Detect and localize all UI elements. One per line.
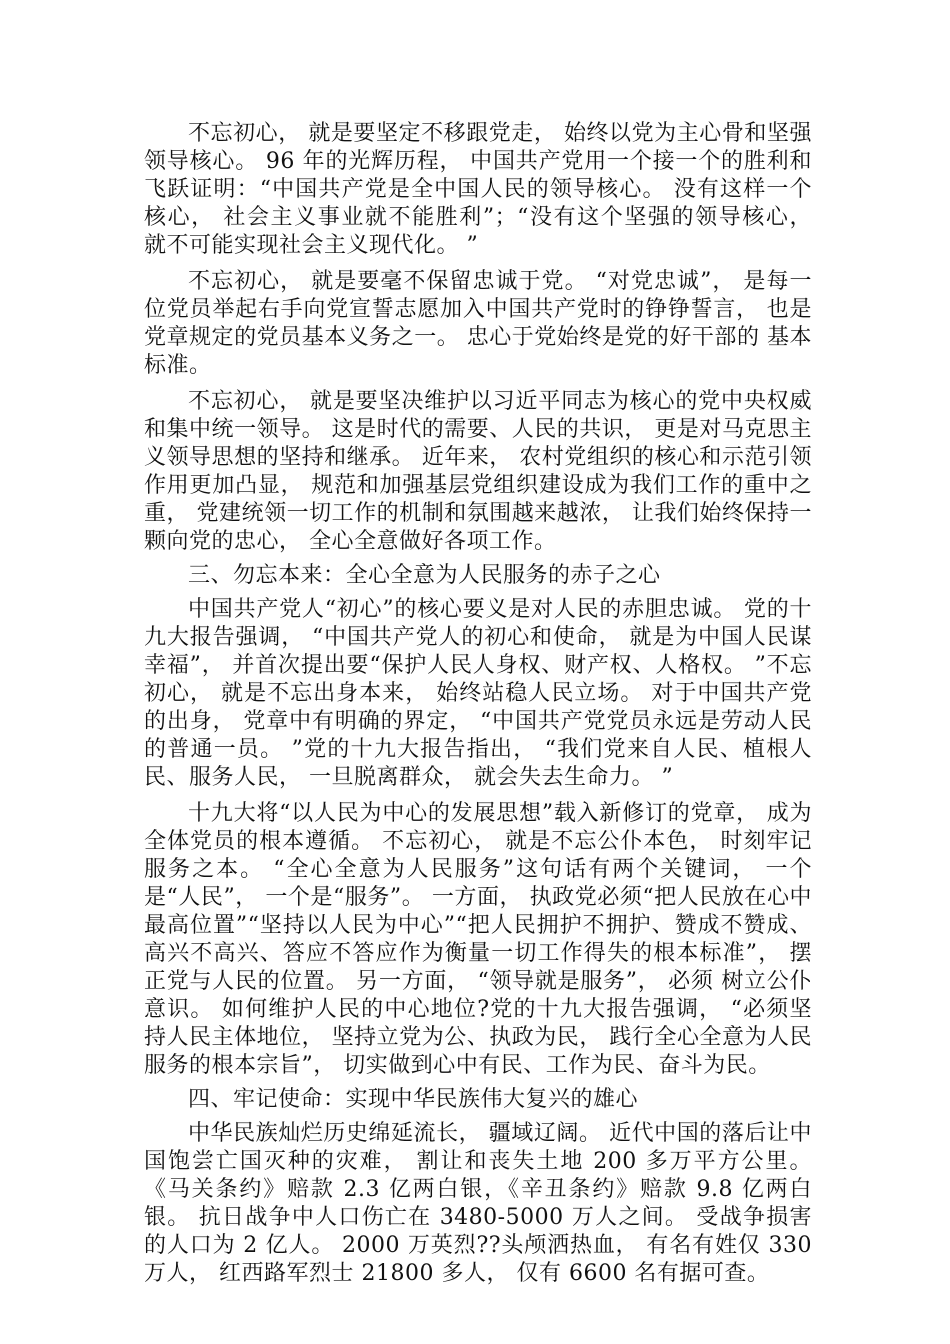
document-page [144,120,812,1288]
paragraph-national-history: 中华民族灿烂历史绵延流长， 疆域辽阔。 近代中国的落后让中国饱尝亡国灭种的灾难， 割让和丧失土地 200 多万平方公里。 《马关条约》赔款 2.3 亿两白银，《辛丑条约》赔款 9.8 亿两白银。 抗日战争中人口伤亡在 3480-5000 万人之间。 受战争损害的人口为 2 亿人。 2000 万英烈??头颅洒热血， 有名有姓仅 330 万人， 红西路军烈士 21800 多人， 仅有 6600 名有据可查。 [144,1121,812,1286]
paragraph-loyalty-to-party: 不忘初心， 就是要毫不保留忠诚于党。 “对党忠诚”， 是每一位党员举起右手向党宣誓志愿加入中国共产党时的铮铮誓言， 也是党章规定的党员基本义务之一。 忠心于党始终是党的好干部的 基本标准。 [144,269,812,378]
section-heading-four: 四、牢记使命：实现中华民族伟大复兴的雄心 [188,1087,639,1112]
paragraph-people-centered: 十九大将“以人民为中心的发展思想”载入新修订的党章， 成为全体党员的根本遵循。 不忘初心， 就是不忘公仆本色， 时刻牢记服务之本。 “全心全意为人民服务”这句话有两个关键词， 一个是“人民”， 一个是“服务”。 一方面， 执政党必须“把人民放在心中最高位置”“坚持以人民为中心”“把人民拥护不拥护、赞成不赞成、高兴不高兴、答应不答应作为衡量一切工作得失的根本标准”， 摆正党与人民的位置。 另一方面， “领导就是服务”， 必须 树立公仆意识。 如何维护人民的中心地位?党的十九大报告强调， “必须坚持人民主体地位， 坚持立党为公、执政为民， 践行全心全意为人民服务的根本宗旨”， 切实做到心中有民、工作为民、奋斗为民。 [144,801,812,1078]
paragraph-loyal-core: 不忘初心， 就是要坚定不移跟党走， 始终以党为主心骨和坚强领导核心。 96 年的光辉历程， 中国共产党用一个接一个的胜利和飞跃证明：“中国共产党是全中国人民的领导核心。 没有这样一个核心， 社会主义事业就不能胜利”；“没有这个坚强的领导核心， 就不可能实现社会主义现代化。 ” [144,121,812,258]
section-heading-three: 三、勿忘本来：全心全意为人民服务的赤子之心 [188,563,661,588]
paragraph-central-leadership: 不忘初心， 就是要坚决维护以习近平同志为核心的党中央权威和集中统一领导。 这是时代的需要、人民的共识， 更是对马克思主义领导思想的坚持和继承。 近年来， 农村党组织的核心和示范引领作用更加凸显， 规范和加强基层党组织建设成为我们工作的重中之重， 党建统领一切工作的机制和氛围越来越浓， 让我们始终保持一颗向党的忠心， 全心全意做好各项工作。 [144,389,812,554]
paragraph-serve-people: 中国共产党人“初心”的核心要义是对人民的赤胆忠诚。 党的十九大报告强调， “中国共产党人的初心和使命， 就是为中国人民谋幸福”， 并首次提出要“保护人民人身权、财产权、人格权。 ”不忘初心， 就是不忘出身本来， 始终站稳人民立场。 对于中国共产党的出身， 党章中有明确的界定， “中国共产党党员永远是劳动人民的普通一员。 ”党的十九大报告指出， “我们党来自人民、植根人民、服务人民， 一旦脱离群众， 就会失去生命力。 ” [144,597,812,790]
